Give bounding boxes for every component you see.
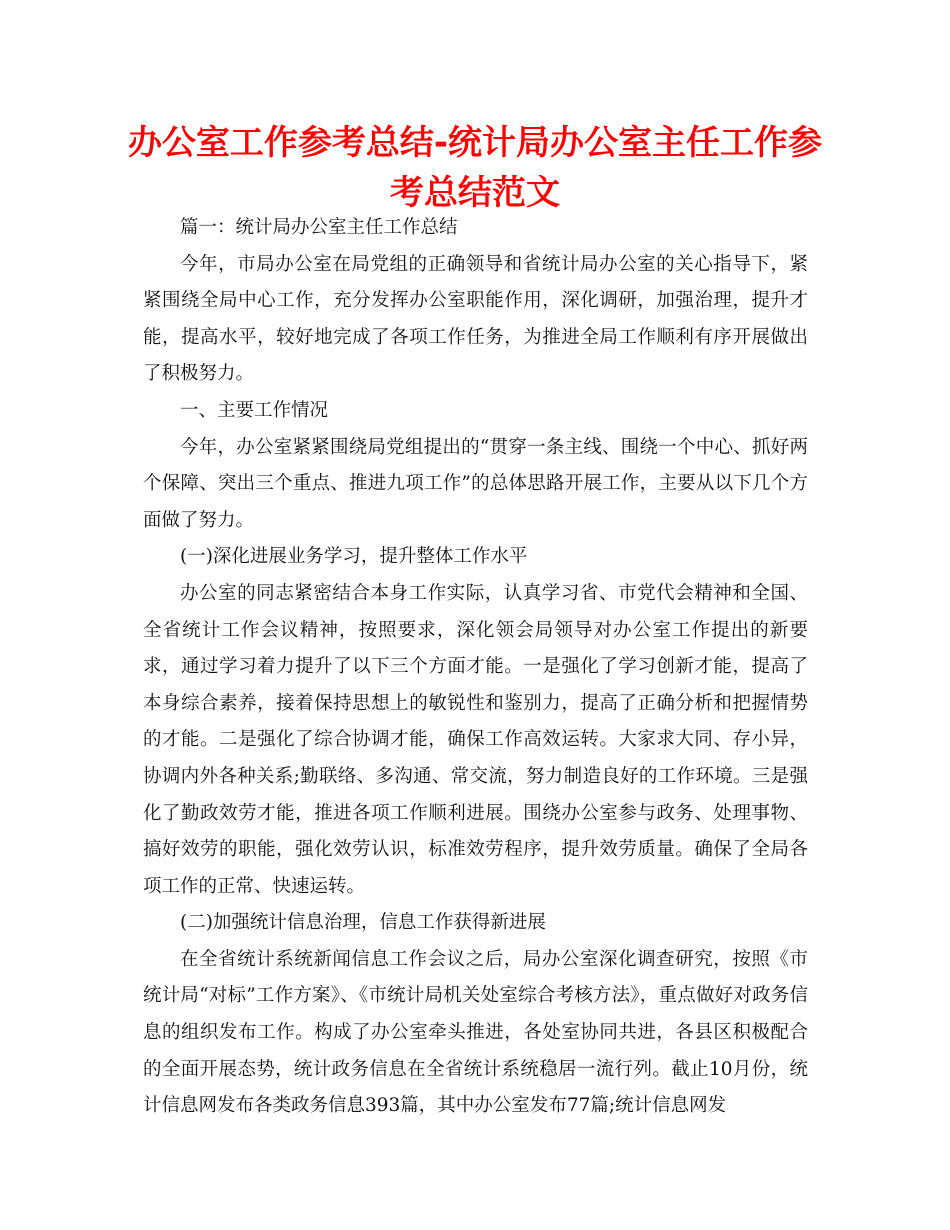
paragraph-study-details: 办公室的同志紧密结合本身工作实际，认真学习省、市党代会精神和全国、全省统计工作会议精神，按照要求，深化领会局领导对办公室工作提出的新要求，通过学习着力提升了以下三个方面才能。一是强化了学习创新才能，提高了本身综合素养，接着保持思想上的敏锐性和鉴别力，提高了正确分析和把握情势的才能。二是强化了综合协调才能，确保工作高效运转。大家求大同、存小异，协调内外各种关系;勤联络、多沟通、常交流，努力制造良好的工作环境。三是强化了勤政效劳才能，推进各项工作顺利进展。围绕办公室参与政务、处理事物、搞好效劳的职能，强化效劳认识，标准效劳程序，提升效劳质量。确保了全局各项工作的正常、快速运转。: [143, 582, 808, 897]
paragraph-heading-main-work: 一、主要工作情况: [180, 399, 329, 421]
paragraph-section-heading: 篇一：统计局办公室主任工作总结: [180, 217, 458, 238]
paragraph-subheading-2: (二)加强统计信息治理，信息工作获得新进展: [180, 912, 546, 934]
paragraph-intro: 今年，市局办公室在局党组的正确领导和省统计局办公室的关心指导下，紧紧围绕全局中心工作，充分发挥办公室职能作用，深化调研，加强治理，提升才能，提高水平，较好地完成了各项工作任务，为推进全局工作顺利有序开展做出了积极努力。: [143, 253, 808, 385]
document-body: [143, 210, 808, 1125]
paragraph-general-approach: 今年，办公室紧紧围绕局党组提出的“贯穿一条主线、围绕一个中心、抓好两个保障、突出三个重点、推进九项工作”的总体思路开展工作，主要从以下几个方面做了努力。: [143, 436, 808, 531]
paragraph-info-work: 在全省统计系统新闻信息工作会议之后，局办公室深化调查研究，按照《市统计局“对标”工作方案》、《市统计局机关处室综合考核方法》，重点做好对政务信息的组织发布工作。构成了办公室牵头推进，各处室协同共进，各县区积极配合的全面开展态势，统计政务信息在全省统计系统稳居一流行列。截止10月份，统计信息网发布各类政务信息393篇，其中办公室发布77篇;统计信息网发: [143, 948, 808, 1117]
paragraph-subheading-1: (一)深化进展业务学习，提升整体工作水平: [180, 546, 528, 568]
document-title: 办公室工作参考总结-统计局办公室主任工作参考总结范文: [127, 123, 823, 213]
